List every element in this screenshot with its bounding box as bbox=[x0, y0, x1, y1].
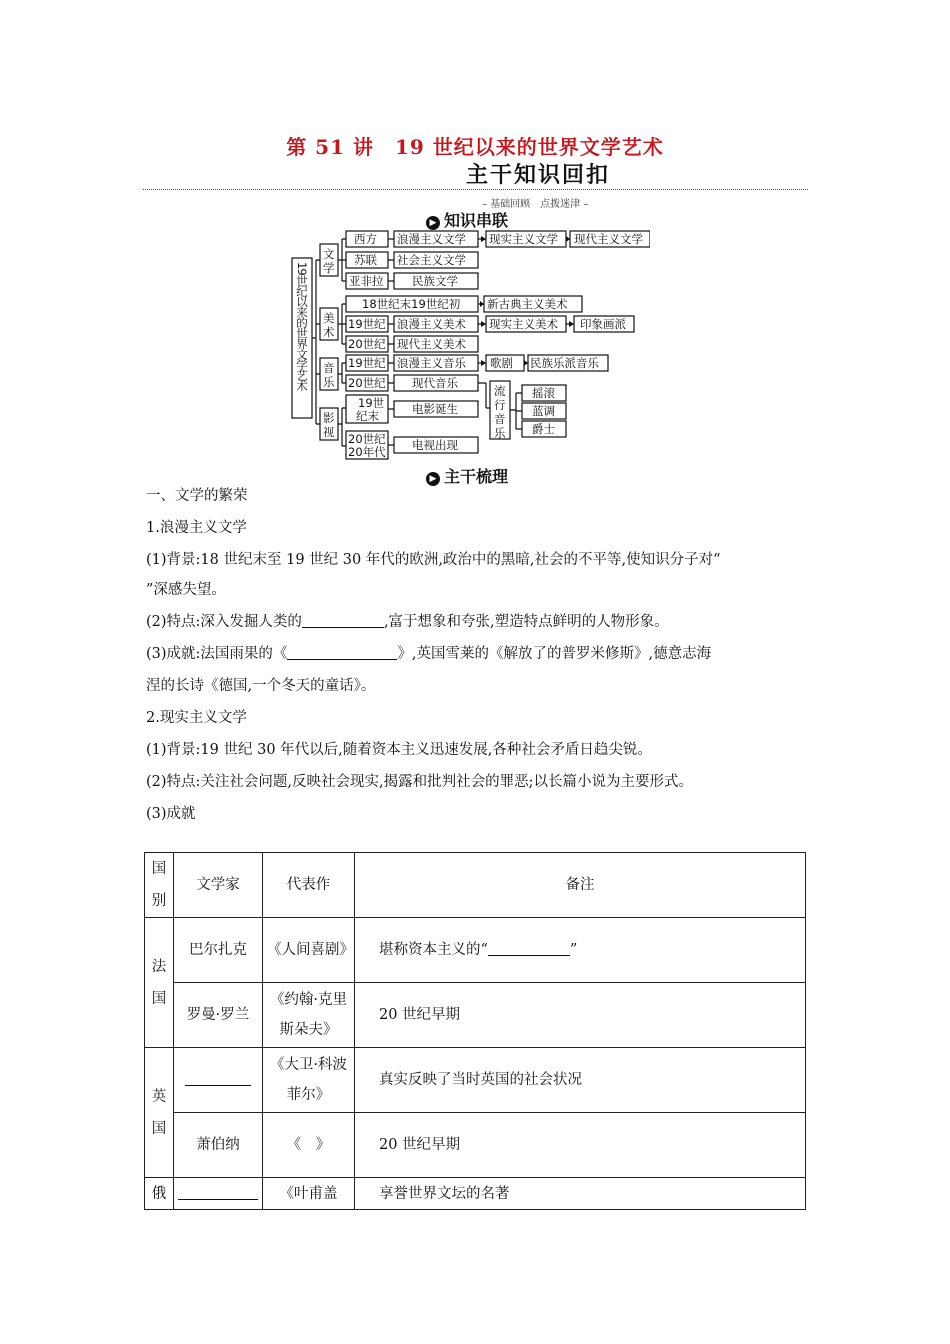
svg-text:19世纪: 19世纪 bbox=[348, 356, 386, 370]
svg-text:20世纪: 20世纪 bbox=[348, 337, 386, 351]
svg-text:20世纪: 20世纪 bbox=[348, 432, 386, 446]
note-cell: 享誉世界文坛的名著 bbox=[355, 1178, 806, 1210]
writer-cell: 萧伯纳 bbox=[174, 1113, 263, 1178]
writer-cell: 罗曼·罗兰 bbox=[174, 983, 263, 1048]
fill-blank[interactable] bbox=[287, 645, 397, 660]
svg-text:印象画派: 印象画派 bbox=[580, 317, 626, 331]
play-icon: ▶ bbox=[426, 472, 440, 486]
header-note: 备注 bbox=[355, 853, 806, 918]
table-row bbox=[145, 983, 806, 1048]
note-cell: 堪称资本主义的“ ” bbox=[355, 918, 806, 983]
realism-background: (1)背景:19 世纪 30 年代以后,随着资本主义迅速发展,各种社会矛盾日趋尖锐。 bbox=[146, 742, 652, 758]
romanticism-background-cont: ”深感失望。 bbox=[146, 582, 226, 598]
svg-text:浪漫主义文学: 浪漫主义文学 bbox=[397, 232, 466, 246]
svg-text:行: 行 bbox=[494, 398, 506, 412]
work-cell: 《 》 bbox=[263, 1113, 355, 1178]
tagline: – 基础回顾 点拨迷津 – bbox=[482, 199, 589, 210]
table-header-row bbox=[145, 853, 806, 918]
fill-blank[interactable] bbox=[185, 1071, 251, 1086]
svg-text:民族乐派音乐: 民族乐派音乐 bbox=[530, 356, 599, 370]
lesson-title: 第 51 讲 19 世纪以来的世界文学艺术 bbox=[286, 135, 664, 159]
romanticism-achievements: (3)成就:法国雨果的《 》,英国雪莱的《解放了的普罗米修斯》,德意志海 bbox=[146, 646, 712, 662]
header-work: 代表作 bbox=[263, 853, 355, 918]
svg-text:民族文学: 民族文学 bbox=[412, 274, 458, 288]
svg-text:现实主义文学: 现实主义文学 bbox=[489, 232, 558, 246]
main-sorting-heading bbox=[426, 464, 508, 487]
writer-cell bbox=[174, 1048, 263, 1113]
main-sorting-label: 主干梳理 bbox=[444, 467, 509, 486]
section-banner: 主干知识回扣 bbox=[466, 163, 611, 188]
svg-text:亚非拉: 亚非拉 bbox=[349, 274, 384, 288]
svg-text:歌剧: 歌剧 bbox=[490, 356, 513, 370]
work-cell: 《大卫·科波菲尔》 bbox=[263, 1048, 355, 1113]
svg-text:西方: 西方 bbox=[354, 232, 377, 246]
svg-text:现实主义美术: 现实主义美术 bbox=[489, 317, 558, 331]
svg-text:音: 音 bbox=[494, 412, 506, 426]
header-country: 国别 bbox=[145, 853, 174, 918]
writer-cell bbox=[174, 1178, 263, 1210]
fill-blank[interactable] bbox=[302, 613, 384, 628]
knowledge-diagram bbox=[290, 228, 650, 460]
table-row bbox=[145, 1178, 806, 1210]
svg-text:乐: 乐 bbox=[494, 426, 506, 440]
svg-text:蓝调: 蓝调 bbox=[532, 404, 555, 418]
fill-blank[interactable] bbox=[488, 941, 570, 956]
work-cell: 《约翰·克里斯朵夫》 bbox=[263, 983, 355, 1048]
romanticism-background: (1)背景:18 世纪末至 19 世纪 30 年代的欧洲,政治中的黑暗,社会的不平等,使知识分子对“ bbox=[146, 552, 721, 568]
heading-literature: 一、文学的繁荣 bbox=[146, 488, 248, 504]
table-row bbox=[145, 918, 806, 983]
note-cell: 20 世纪早期 bbox=[355, 1113, 806, 1178]
svg-text:爵士: 爵士 bbox=[532, 422, 555, 436]
dotted-divider bbox=[143, 189, 808, 190]
cat-art-1: 美 bbox=[323, 311, 335, 325]
heading-realism: 2.现实主义文学 bbox=[146, 710, 247, 726]
cat-literature-2: 学 bbox=[323, 261, 335, 275]
heading-romanticism: 1.浪漫主义文学 bbox=[146, 520, 247, 536]
country-cell: 法国 bbox=[145, 918, 174, 1048]
svg-text:电视出现: 电视出现 bbox=[412, 438, 458, 452]
romanticism-features: (2)特点:深入发掘人类的 ,富于想象和夸张,塑造特点鲜明的人物形象。 bbox=[146, 614, 669, 630]
realism-features: (2)特点:关注社会问题,反映社会现实,揭露和批判社会的罪恶;以长篇小说为主要形式。 bbox=[146, 774, 694, 790]
svg-text:社会主义文学: 社会主义文学 bbox=[397, 253, 466, 267]
svg-text:流: 流 bbox=[494, 384, 506, 398]
knowledge-chain-label: 知识串联 bbox=[444, 211, 509, 230]
cat-music-1: 音 bbox=[323, 361, 335, 375]
svg-text:19世纪: 19世纪 bbox=[348, 317, 386, 331]
svg-text:新古典主义美术: 新古典主义美术 bbox=[487, 297, 568, 311]
note-cell: 20 世纪早期 bbox=[355, 983, 806, 1048]
svg-text:20世纪: 20世纪 bbox=[348, 376, 386, 390]
cat-art-2: 术 bbox=[323, 325, 335, 339]
realism-table bbox=[144, 852, 806, 1210]
work-cell: 《叶甫盖 bbox=[263, 1178, 355, 1210]
svg-text:浪漫主义音乐: 浪漫主义音乐 bbox=[397, 356, 466, 370]
svg-text:现代主义文学: 现代主义文学 bbox=[574, 232, 643, 246]
svg-text:20年代: 20年代 bbox=[348, 445, 386, 459]
svg-text:纪末: 纪末 bbox=[356, 409, 379, 423]
svg-text:现代主义美术: 现代主义美术 bbox=[397, 337, 466, 351]
table-row bbox=[145, 1048, 806, 1113]
cat-film-2: 视 bbox=[323, 425, 335, 439]
svg-text:电影诞生: 电影诞生 bbox=[412, 402, 458, 416]
fill-blank[interactable] bbox=[178, 1185, 258, 1200]
svg-text:摇滚: 摇滚 bbox=[532, 386, 555, 400]
diagram-root: 19世纪以来的世界文学艺术 bbox=[295, 262, 309, 391]
svg-text:18世纪末19世纪初: 18世纪末19世纪初 bbox=[362, 297, 461, 311]
svg-text:浪漫主义美术: 浪漫主义美术 bbox=[397, 317, 466, 331]
table-row bbox=[145, 1113, 806, 1178]
svg-text:19世: 19世 bbox=[358, 396, 385, 410]
country-cell: 英国 bbox=[145, 1048, 174, 1178]
cat-literature-1: 文 bbox=[323, 247, 335, 261]
writer-cell: 巴尔扎克 bbox=[174, 918, 263, 983]
realism-achievements: (3)成就 bbox=[146, 806, 196, 822]
work-cell: 《人间喜剧》 bbox=[263, 918, 355, 983]
note-cell: 真实反映了当时英国的社会状况 bbox=[355, 1048, 806, 1113]
svg-text:现代音乐: 现代音乐 bbox=[412, 376, 458, 390]
cat-music-2: 乐 bbox=[323, 375, 335, 389]
header-writer: 文学家 bbox=[174, 853, 263, 918]
cat-film-1: 影 bbox=[323, 411, 335, 425]
country-cell: 俄 bbox=[145, 1178, 174, 1210]
romanticism-achievements-cont: 涅的长诗《德国,一个冬天的童话》。 bbox=[146, 678, 376, 694]
play-icon: ▶ bbox=[426, 216, 440, 230]
svg-text:苏联: 苏联 bbox=[354, 253, 377, 267]
